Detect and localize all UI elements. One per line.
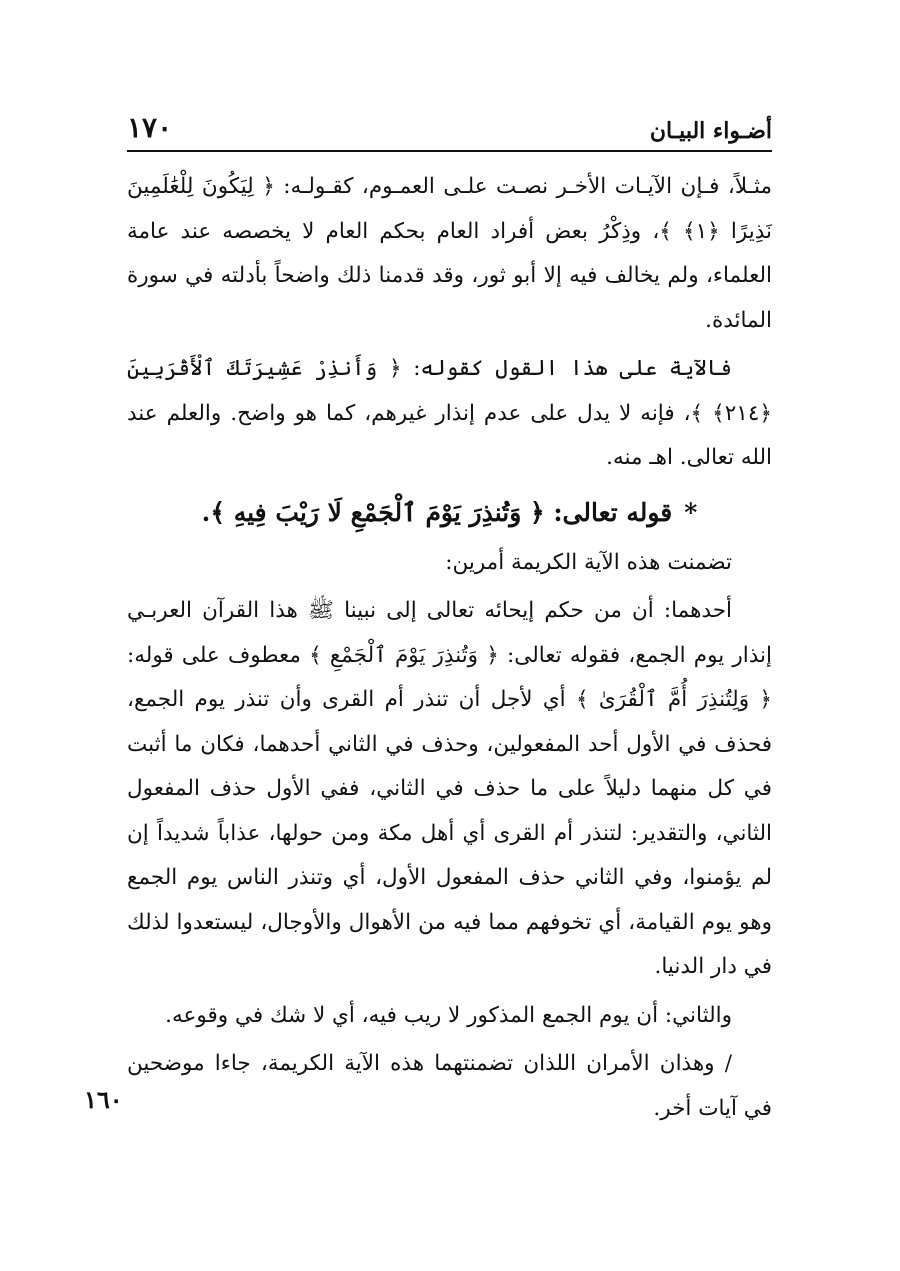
section-heading — [127, 487, 772, 539]
header-rule — [127, 150, 772, 152]
margin-page-number: ١٦٠ — [84, 1085, 123, 1114]
paragraph-closing: / وهذان الأمران اللذان تضمنتهما هذه الآية الكريمة، جاءا موضحين في آيات أخر. — [127, 1051, 772, 1121]
paragraph-first-matter: أحدهما: أن من حكم إيحائه تعالى إلى نبينا ﷺ هذا القرآن العربـي إنذار يوم الجمع، فقوله تعالى: ﴿ وَتُنذِرَ يَوْمَ ٱلْجَمْعِ ﴾ معطوف على قوله: ﴿ وَلِتُنذِرَ أُمَّ ٱلْقُرَىٰ ﴾ أي لأجل أن تنذر أم القرى وأن تنذر يوم الجمع، فحذف في الأول أحد المفعولين، وحذف في الثاني أحدهما، فكان ما أثبت في كل منهما دليلاً على ما حذف في الثاني، ففي الأول حذف المفعول الثاني، والتقدير: لتنذر أم القرى أي أهل مكة ومن حولها، عذاباً شديداً إن لم يؤمنوا، وفي الثاني حذف المفعول الأول، أي وتنذر الناس يوم الجمع وهو يوم القيامة، أي تخوفهم مما فيه من الأهوال والأوجال، ليستعدوا لذلك في دار الدنيا. — [127, 598, 772, 979]
star-marker: * — [684, 497, 698, 527]
page-body — [127, 165, 772, 1135]
paragraph-second-matter: والثاني: أن يوم الجمع المذكور لا ريب فيه، أي لا شك في وقوعه. — [165, 1002, 732, 1028]
book-title: أضـواء البيـان — [649, 118, 772, 144]
running-header — [127, 104, 772, 144]
paragraph: فالآية على هذا القول كقوله: ﴿ وَأَنذِرْ عَشِيرَتَكَ ٱلْأَقْرَبِينَ ﴿٢١٤﴾ ﴾، فإنه لا يدل على عدم إنذار غيرهم، كما هو واضح. والعلم عند الله تعالى. اهـ منه. — [127, 356, 772, 470]
page-number: ١٧٠ — [127, 111, 173, 144]
heading-text: قوله تعالى: ﴿ وَتُنذِرَ يَوْمَ ٱلْجَمْعِ لَا رَيْبَ فِيهِ ﴾. — [201, 497, 673, 527]
section-intro: تضمنت هذه الآية الكريمة أمرين: — [445, 549, 732, 575]
paragraph-continued: مثـلاً، فـإن الآيـات الأخـر نصـت علـى العمـوم، كقـولـه: ﴿ لِيَكُونَ لِلْعَٰلَمِينَ نَذِيرًا ﴿١﴾ ﴾، وذِكْرُ بعض أفراد العام بحكم العام لا يخصصه عند عامة العلماء، ولم يخالف فيه إلا أبو ثور، وقد قدمنا ذلك واضحاً بأدلته في سورة المائدة. — [127, 174, 772, 333]
